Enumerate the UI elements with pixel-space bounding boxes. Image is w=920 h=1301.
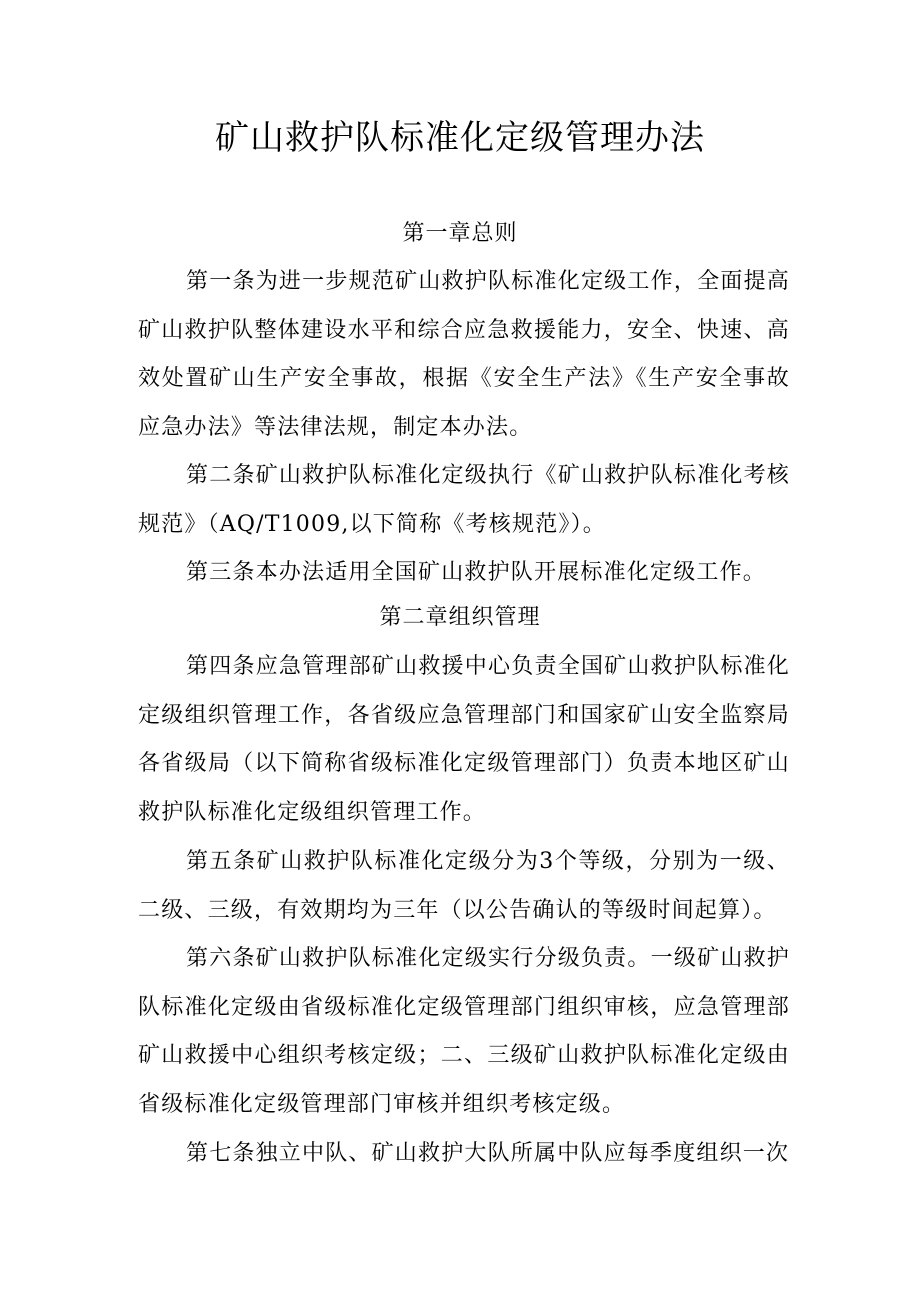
document-title: 矿山救护队标准化定级管理办法 xyxy=(215,118,705,158)
chapter-heading-2: 第二章组织管理 xyxy=(379,605,541,630)
article-5: 第五条矿山救护队标准化定级分为3个等级，分别为一级、二级、三级，有效期均为三年（以公告确认的等级时间起算）。 xyxy=(138,849,790,923)
article-7: 第七条独立中队、矿山救护大队所属中队应每季度组织一次 xyxy=(186,1141,790,1166)
article-4: 第四条应急管理部矿山救援中心负责全国矿山救护队标准化定级组织管理工作，各省级应急管理部门和国家矿山安全监察局各省级局（以下简称省级标准化定级管理部门）负责本地区矿山救护队标准化定级组织管理工作。 xyxy=(138,654,790,825)
article-1: 第一条为进一步规范矿山救护队标准化定级工作，全面提高矿山救护队整体建设水平和综合应急救援能力，安全、快速、高效处置矿山生产安全事故，根据《安全生产法》《生产安全事故应急办法》等法律法规，制定本办法。 xyxy=(138,269,790,440)
chapter-heading-1: 第一章总则 xyxy=(402,221,518,246)
article-6: 第六条矿山救护队标准化定级实行分级负责。一级矿山救护队标准化定级由省级标准化定级管理部门组织审核，应急管理部矿山救援中心组织考核定级；二、三级矿山救护队标准化定级由省级标准化定级管理部门审核并组织考核定级。 xyxy=(138,946,790,1117)
article-3: 第三条本办法适用全国矿山救护队开展标准化定级工作。 xyxy=(186,560,767,585)
article-2: 第二条矿山救护队标准化定级执行《矿山救护队标准化考核规范》（AQ/T1009,以下简称《考核规范》）。 xyxy=(138,463,790,537)
